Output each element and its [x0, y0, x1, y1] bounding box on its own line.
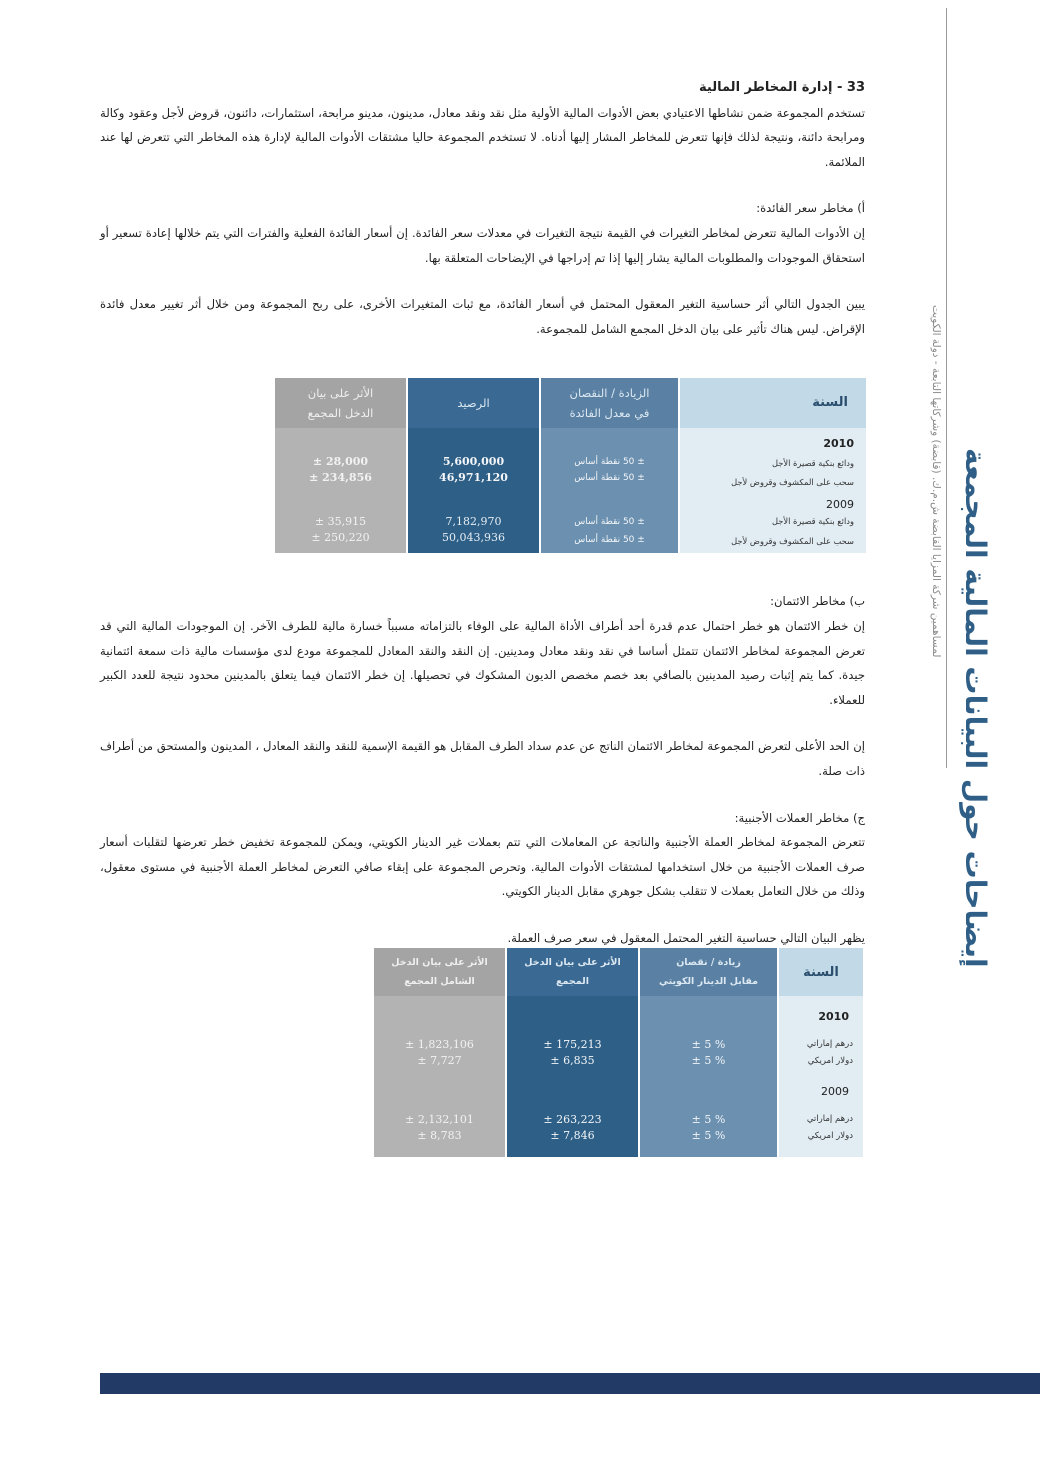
table-cell: 50,043,936 — [442, 531, 505, 544]
interest-sensitivity-table — [275, 378, 866, 553]
currency-sensitivity-table — [374, 948, 863, 1157]
table-cell: % 5 ± — [691, 1113, 726, 1126]
table-cell: 234,856 ± — [309, 471, 372, 484]
table-cell: 7,846 ± — [550, 1129, 595, 1142]
column-year — [680, 378, 866, 553]
header-year: السنة — [680, 378, 866, 428]
fx-paragraph-1: تتعرض المجموعة لمخاطر العملة الأجنبية والناتجة عن المعاملات التي تتم بعملات غير الدينار الكويتي، ويمكن للمجموعة تخفيض خطر تعرضها لتقلبات أسعار صرف العملات الأجنبية من خلال استخدامها لمشتقات الأدوات المالية. وتحرص المجموعة على إبقاء صافي التعرض لمخاطر العملة الأجنبية في مستوى معقول، وذلك من خلال التعامل بعملات لا تتقلب بشكل جوهري مقابل الدينار الكويتي. — [100, 835, 865, 899]
year-2010: 2010 — [823, 437, 854, 450]
table-cell: 2,132,101 ± — [405, 1113, 474, 1126]
table-cell: 46,971,120 — [439, 471, 508, 484]
row-label: درهم إماراتي — [806, 1114, 853, 1124]
column-rate-change — [541, 378, 678, 553]
table-cell: % 5 ± — [691, 1129, 726, 1142]
column-fx-change — [640, 948, 777, 1157]
year-2009: 2009 — [826, 498, 854, 511]
table-cell: % 5 ± — [691, 1054, 726, 1067]
footer-bar — [100, 1373, 1040, 1394]
table-cell: ± 50 نقطة أساس — [574, 473, 645, 483]
header-year: السنة — [779, 948, 863, 996]
credit-paragraph-2: إن الحد الأعلى لتعرض المجموعة لمخاطر الائتمان الناتج عن عدم سداد الطرف المقابل هو القيمة الإسمية للنقد والنقد المعادل ، المدينون والمستحق من أطراف ذات صلة. — [100, 739, 865, 778]
column-balance — [408, 378, 539, 553]
sidebar-title: إيضاحات حول البيانات المالية المجمعة — [959, 448, 992, 968]
table-cell: % 5 ± — [691, 1038, 726, 1051]
table-cell: 250,220 ± — [311, 531, 370, 544]
fx-heading: ج) مخاطر العملات الأجنبية: — [734, 810, 865, 825]
table-cell: 5,600,000 — [442, 455, 505, 468]
interest-paragraph-1: إن الأدوات المالية تتعرض لمخاطر التغيرات في القيمة نتيجة التغيرات في معدلات سعر الفائدة. إن أسعار الفائدة الفعلية والفترات التي يتم خلالها إعادة تسعير أو استحقاق الموجودات والمطلوبات المالية يشار إليها إذا تم إدراجها في الإيضاحات المتعلقة بها. — [100, 225, 865, 265]
row-label: ودائع بنكية قصيرة الأجل — [771, 458, 854, 468]
header-balance: الرصيد — [408, 378, 539, 428]
row-label: درهم إماراتي — [806, 1039, 853, 1049]
table-cell: 7,727 ± — [417, 1054, 462, 1067]
header-rate-change: الزيادة / النقصان في معدل الفائدة — [541, 378, 678, 428]
table-cell: 1,823,106 ± — [405, 1038, 474, 1051]
table-cell: 175,213 ± — [543, 1038, 602, 1051]
column-comprehensive-income-impact — [374, 948, 505, 1157]
section-intro: تستخدم المجموعة ضمن نشاطها الاعتيادي بعض الأدوات المالية الأولية مثل نقد ونقد معادل، مدينون، مدينو مرابحة، استثمارات، دائنون، قروض لأجل وعقود وكالة ومرابحة دائنة، ونتيجة لذلك فإنها تتعرض للمخاطر المشار إليها أدناه. لا تستخدم المجموعة حاليا مشتقات الأدوات المالية لإدارة هذه المخاطر التي تتعرض لها عند الملائمة. — [100, 105, 865, 169]
header-fx-change: زيادة / نقصان مقابل الدينار الكويتي — [640, 948, 777, 996]
header-income-impact: الأثر على بيان الدخل المجمع — [507, 948, 638, 996]
table-cell: 28,000 ± — [312, 455, 369, 468]
table-cell: 6,835 ± — [550, 1054, 595, 1067]
table-cell: 7,182,970 — [445, 515, 502, 528]
row-label: سحب على المكشوف وقروض لأجل — [731, 477, 854, 487]
year-2010: 2010 — [818, 1010, 849, 1023]
table-cell: 35,915 ± — [314, 515, 367, 528]
column-year — [779, 948, 863, 1157]
interest-paragraph-2: يبين الجدول التالي أثر حساسية التغير المعقول المحتمل في أسعار الفائدة، مع ثبات المتغيرات الأخرى، على ربح المجموعة ومن خلال أثر تغيير معدل فائدة الإقراض. ليس هناك تأثير على بيان الدخل المجمع الشامل للمجموعة. — [100, 297, 865, 336]
column-income-impact — [507, 948, 638, 1157]
fx-paragraph-2: يظهر البيان التالي حساسية التغير المحتمل المعقول في سعر صرف العملة. — [507, 930, 865, 945]
margin-rule — [946, 8, 947, 768]
section-heading: 33 - إدارة المخاطر المالية — [699, 80, 865, 95]
table-cell: 263,223 ± — [543, 1113, 602, 1126]
table-cell: ± 50 نقطة أساس — [574, 457, 645, 467]
sidebar-subtitle: لمساهمين شركة المزايا القابضة ش.م.ك. (قابضة) وشركاتها التابعة - دولة الكويت — [930, 305, 942, 658]
row-label: دولار امريكي — [807, 1131, 853, 1141]
table-cell: 8,783 ± — [417, 1129, 462, 1142]
year-2009: 2009 — [821, 1085, 849, 1098]
credit-paragraph-1: إن خطر الائتمان هو خطر احتمال عدم قدرة أحد أطراف الأداة المالية على الوفاء بالتزاماته مسبباً خسارة مالية للطرف الآخر. إن الموجودات المالية التي قد تعرض المجموعة لمخاطر الائتمان تتمثل أساسا في نقد ونقد معادل ومدينين. إن النقد والنقد المعادل للمجموعة مودع لدى مؤسسات مالية ذات سمعة ائتمانية جيدة. كما يتم إثبات رصيد المدينين بالصافي بعد خصم مخصص الديون المشكوك في تحصيلها. إن خطر الائتمان فيما يتعلق بالمدينين محدود نتيجة للعدد الكبير للعملاء. — [100, 618, 865, 707]
header-income-impact: الأثر على بيان الدخل المجمع — [275, 378, 406, 428]
row-label: دولار امريكي — [807, 1056, 853, 1066]
row-label: سحب على المكشوف وقروض لأجل — [731, 536, 854, 546]
interest-heading: أ) مخاطر سعر الفائدة: — [756, 201, 865, 216]
column-income-impact — [275, 378, 406, 553]
table-cell: ± 50 نقطة أساس — [574, 535, 645, 545]
table-cell: ± 50 نقطة أساس — [574, 517, 645, 527]
row-label: ودائع بنكية قصيرة الأجل — [771, 516, 854, 526]
credit-heading: ب) مخاطر الائتمان: — [770, 594, 865, 609]
header-comprehensive-income-impact: الأثر على بيان الدخل الشامل المجمع — [374, 948, 505, 996]
